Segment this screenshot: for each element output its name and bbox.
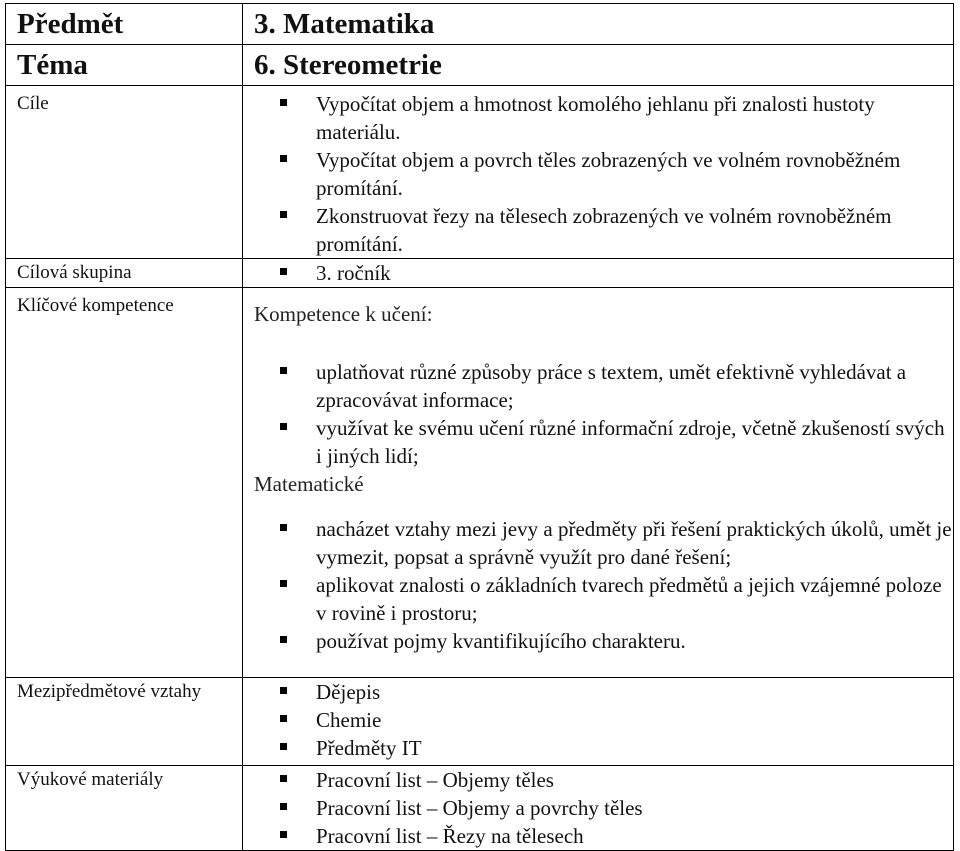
lesson-plan-table — [5, 3, 954, 851]
row-cile — [6, 86, 954, 259]
cilova-skupina-item: 3. ročník — [276, 259, 953, 287]
label-cile: Cíle — [6, 86, 243, 259]
value-vyukove — [243, 766, 954, 851]
cilova-skupina-list — [276, 259, 953, 287]
competence-item: využívat ke svému učení různé informační zdroje, včetně zkušeností svých i jiných lidí; — [276, 414, 953, 470]
bullet-icon — [280, 268, 287, 275]
row-cilova-skupina — [6, 259, 954, 288]
label-mezipredmetove: Mezipředmětové vztahy — [6, 678, 243, 766]
competence-item: uplatňovat různé způsoby práce s textem, umět efektivně vyhledávat a zpracovávat informace; — [276, 358, 953, 414]
bullet-icon — [280, 423, 287, 430]
row-vyukove — [6, 766, 954, 851]
row-predmet — [6, 4, 954, 45]
row-klicove-kompetence — [6, 288, 954, 678]
label-klicove-kompetence: Klíčové kompetence — [6, 288, 243, 678]
vyukove-list — [276, 766, 953, 850]
bullet-icon — [280, 367, 287, 374]
row-tema — [6, 45, 954, 86]
vyukove-item: Pracovní list – Objemy těles — [276, 766, 953, 794]
label-tema: Téma — [6, 45, 243, 86]
mezipredmetove-item: Předměty IT — [276, 734, 953, 762]
vyukove-item: Pracovní list – Řezy na tělesech — [276, 822, 953, 850]
competence-item: nacházet vztahy mezi jevy a předměty při řešení praktických úkolů, umět je vymezit, popsat a správně využít pro dané řešení; — [276, 515, 953, 571]
label-cilova-skupina: Cílová skupina — [6, 259, 243, 288]
competence-list-learning — [243, 358, 953, 470]
mezipredmetove-list — [276, 678, 953, 762]
competence-item: aplikovat znalosti o základních tvarech předmětů a jejich vzájemné poloze v rovině i prostoru; — [276, 571, 953, 627]
value-tema: 6. Stereometrie — [243, 45, 954, 86]
row-mezipredmetove — [6, 678, 954, 766]
value-cilova-skupina — [243, 259, 954, 288]
value-predmet: 3. Matematika — [243, 4, 954, 45]
bullet-icon — [280, 715, 287, 722]
mezipredmetove-item: Dějepis — [276, 678, 953, 706]
value-klicove-kompetence — [243, 288, 954, 678]
bullet-icon — [280, 524, 287, 531]
competence-heading-learning: Kompetence k učení: — [254, 302, 433, 326]
cile-item: Zkonstruovat řezy na tělesech zobrazených ve volném rovnoběžném promítání. — [276, 202, 953, 258]
label-vyukove: Výukové materiály — [6, 766, 243, 851]
bullet-icon — [280, 687, 287, 694]
label-predmet: Předmět — [6, 4, 243, 45]
bullet-icon — [280, 636, 287, 643]
cile-item: Vypočítat objem a hmotnost komolého jehlanu při znalosti hustoty materiálu. — [276, 90, 953, 146]
bullet-icon — [280, 155, 287, 162]
value-mezipredmetove — [243, 678, 954, 766]
mezipredmetove-item: Chemie — [276, 706, 953, 734]
competence-heading-math: Matematické — [254, 472, 364, 496]
bullet-icon — [280, 775, 287, 782]
bullet-icon — [280, 831, 287, 838]
cile-list — [276, 90, 953, 258]
vyukove-item: Pracovní list – Objemy a povrchy těles — [276, 794, 953, 822]
competence-list-math — [243, 515, 953, 655]
value-cile — [243, 86, 954, 259]
bullet-icon — [280, 580, 287, 587]
bullet-icon — [280, 99, 287, 106]
bullet-icon — [280, 803, 287, 810]
competence-item: používat pojmy kvantifikujícího charakteru. — [276, 627, 953, 655]
cile-item: Vypočítat objem a povrch těles zobrazených ve volném rovnoběžném promítání. — [276, 146, 953, 202]
bullet-icon — [280, 743, 287, 750]
bullet-icon — [280, 211, 287, 218]
